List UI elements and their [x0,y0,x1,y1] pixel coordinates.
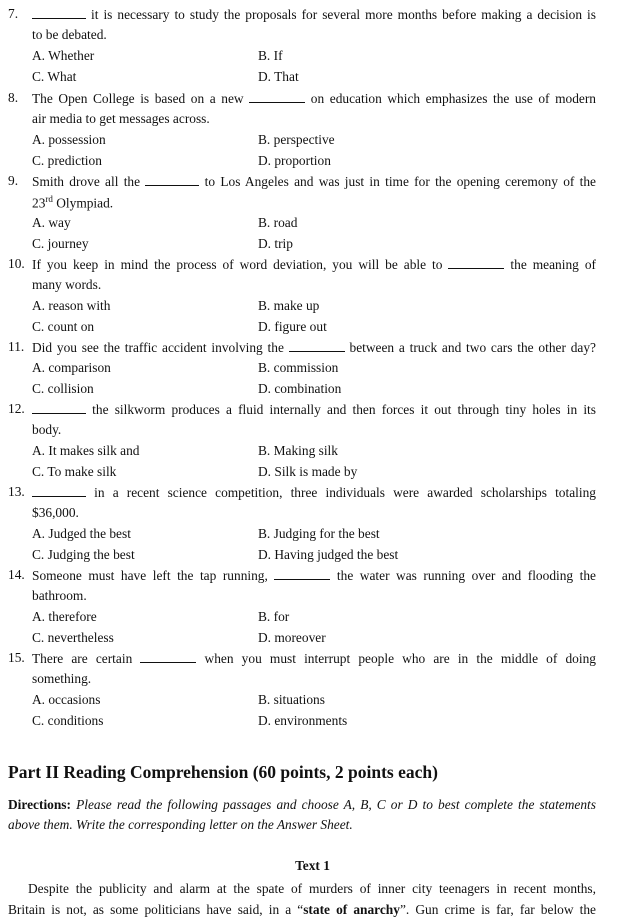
passage-line: Despite the publicity and alarm at the spate of murders of inner city teenagers in recent months, [28,881,596,896]
option-a: A. Whether [32,48,95,63]
option-d: D. moreover [258,630,326,645]
option-c: C. To make silk [32,464,117,479]
answer-blank [448,256,504,269]
question-stem-cont: something. [32,671,92,686]
option-c: C. conditions [32,713,104,728]
directions-label: Directions: [8,797,71,812]
question-stem-cont: 23rd Olympiad. [32,194,114,211]
option-a: A. comparison [32,360,111,375]
text-title: Text 1 [295,858,330,873]
question-number: 8. [8,90,19,105]
option-a: A. way [32,215,71,230]
option-c: C. journey [32,236,89,251]
option-a: A. possession [32,132,106,147]
option-c: C. collision [32,381,94,396]
question-stem-cont: bathroom. [32,588,87,603]
option-d: D. combination [258,381,342,396]
question-stem: Did you see the traffic accident involving the between a truck and two cars the other day? [32,340,596,355]
option-b: B. make up [258,298,320,313]
option-a: A. Judged the best [32,526,131,541]
option-c: C. What [32,69,77,84]
question-stem: There are certain when you must interrupt people who are in the middle of doing [32,651,596,666]
question-stem-cont: many words. [32,277,102,292]
option-a: A. occasions [32,692,101,707]
option-c: C. count on [32,319,95,334]
option-d: D. figure out [258,319,327,334]
option-d: D. That [258,69,299,84]
option-d: D. Silk is made by [258,464,358,479]
passage-line: Britain is not, as some politicians have said, in a “state of anarchy”. Gun crime is far, far below the [8,902,596,917]
option-c: C. Judging the best [32,547,135,562]
answer-blank [32,484,86,497]
answer-blank [32,6,86,19]
question-stem-cont: body. [32,422,62,437]
option-b: B. Judging for the best [258,526,380,541]
option-b: B. situations [258,692,325,707]
option-d: D. proportion [258,153,331,168]
option-b: B. for [258,609,290,624]
section-heading: Part II Reading Comprehension (60 points, 2 points each) [8,762,438,782]
question-stem-cont: to be debated. [32,27,107,42]
option-b: B. commission [258,360,339,375]
option-a: A. therefore [32,609,97,624]
option-c: C. prediction [32,153,102,168]
question-number: 12. [8,401,25,416]
option-a: A. reason with [32,298,111,313]
option-c: C. nevertheless [32,630,114,645]
question-stem-cont: air media to get messages across. [32,111,210,126]
question-number: 7. [8,6,19,21]
question-number: 14. [8,567,25,582]
option-b: B. If [258,48,283,63]
question-number: 15. [8,650,25,665]
option-b: B. perspective [258,132,335,147]
question-stem: in a recent science competition, three individuals were awarded scholarships totaling [32,484,596,501]
question-number: 10. [8,256,25,271]
answer-blank [32,401,86,414]
option-d: D. trip [258,236,293,251]
question-number: 9. [8,173,19,188]
option-d: D. Having judged the best [258,547,399,562]
answer-blank [289,339,345,352]
answer-blank [145,173,199,186]
question-stem: the silkworm produces a fluid internally and then forces it out through tiny holes in its [32,401,596,418]
question-number: 11. [8,339,25,354]
question-number: 13. [8,484,25,499]
question-stem: If you keep in mind the process of word deviation, you will be able to the meaning of [32,257,596,272]
question-stem: it is necessary to study the proposals for several more months before making a decision is [32,6,596,23]
option-a: A. It makes silk and [32,443,140,458]
answer-blank [140,650,196,663]
directions: Directions: Please read the following passages and choose A, B, C or D to best complete the statements above them. Write the corresponding letter on the Answer Sheet. [8,797,596,832]
question-stem: Smith drove all the to Los Angeles and was just in time for the opening ceremony of the [32,174,596,189]
option-b: B. Making silk [258,443,338,458]
option-b: B. road [258,215,298,230]
question-stem: The Open College is based on a new on education which emphasizes the use of modern [32,91,596,106]
answer-blank [249,90,305,103]
option-d: D. environments [258,713,348,728]
question-stem: Someone must have left the tap running, the water was running over and flooding the [32,568,597,583]
answer-blank [274,567,330,580]
question-stem-cont: $36,000. [32,505,79,520]
